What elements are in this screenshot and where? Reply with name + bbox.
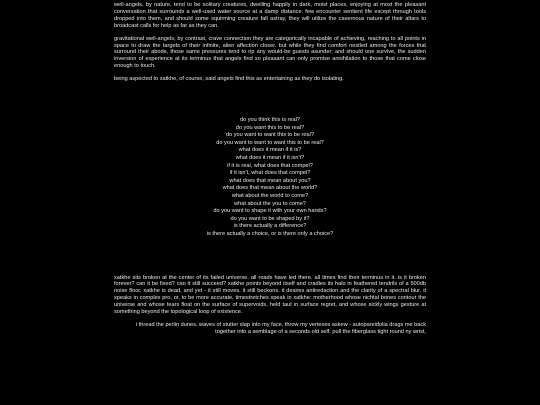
question-line: what about the you to come? (234, 200, 306, 207)
document-page (114, 2, 426, 342)
spacer (114, 89, 426, 117)
question-line: what does it mean if it isn't? (235, 155, 305, 162)
paragraph-xatkhe-broken: xatkhe sits broken at the center of its failed universe. all roads have led there. all times find their terminus in it. is it broken forever? can it be fixed? can it still succeed? xatkhe points beyond itself and cradles its halo in feathered tendrils of a 500db noise floor. xatkhe is dead, and yet - it still moves. it still beckons. it desires antiredaction and the clarity of a spectral blur. it speaks in complex pro, or, to be more accurate, timestretches speak in xatkhe: motherhood whose nichtal bones contour the universe and whose tears float on the surface of supervoids, held taut in surface regret, and whose sickly wings gesture at something beyond the topological loop of existence. (114, 274, 426, 316)
question-line: do you want this to be real? (235, 124, 305, 131)
question-line: do you want to want to want this to be real? (216, 139, 324, 146)
question-list (114, 117, 426, 239)
question-line: do you want to shape it with your own hands? (213, 208, 327, 215)
question-line: what does that mean about you? (229, 177, 311, 184)
question-line: if it isn't, what does that compel? (229, 170, 311, 177)
spacer (114, 239, 426, 275)
question-line: what about the world to come? (231, 193, 309, 199)
question-line: what does that mean about the world? (222, 185, 318, 192)
paragraph-gravitational-well-angels: gravitational well-angels, by contrast, crave connection they are categorically incapable of achieving, reaching to all points in space to draw the targets of their infinite, alien affection closer. but while they find comfort nestled among the forces that surround their abode, those same pressures tend to rip any would-be guests asunder; and should one survive, the sudden inversion of experience at its terminus that angels find so pleasant can only promise annihilation to those that come close enough to touch. (114, 35, 426, 70)
question-line: do you want to want this to be real? (225, 132, 314, 139)
question-line: do you think this is real? (239, 117, 300, 124)
paragraph-well-angels: well-angels, by nature, tend to be solitary creatures, dwelling happily in dark, moist places, enjoying at most the pleasant conversation that surrounds a well-used water source at a damp distance. few encounter sentient life except through tools dropped into them, and should some squirming creature fall astray, they will utilize the cavernous nature of their altars to broadcast calls for help as far as they can. (114, 2, 426, 29)
question-line: what does it mean if it is? (238, 147, 302, 154)
paragraph-xatkhe-aspect: being aspected to xatkhe, of course, said angels find this as entertaining as they do isolating. (114, 76, 344, 83)
question-line: is there actually a difference? (233, 223, 307, 230)
paragraph-perlin-dunes: i thread the perlin dunes. waves of stutter slap into my face, throw my vertexes askew - autopareidolia drags me back together into a semblage of a seconds old self. pull the fiberglass tight round ny wrist, (135, 322, 426, 335)
question-line: if it is real, what does that compel? (227, 162, 313, 169)
question-line: do you want to be shaped by it? (230, 215, 310, 222)
question-line: is there actually a choice, or is there only a choice? (206, 230, 334, 237)
